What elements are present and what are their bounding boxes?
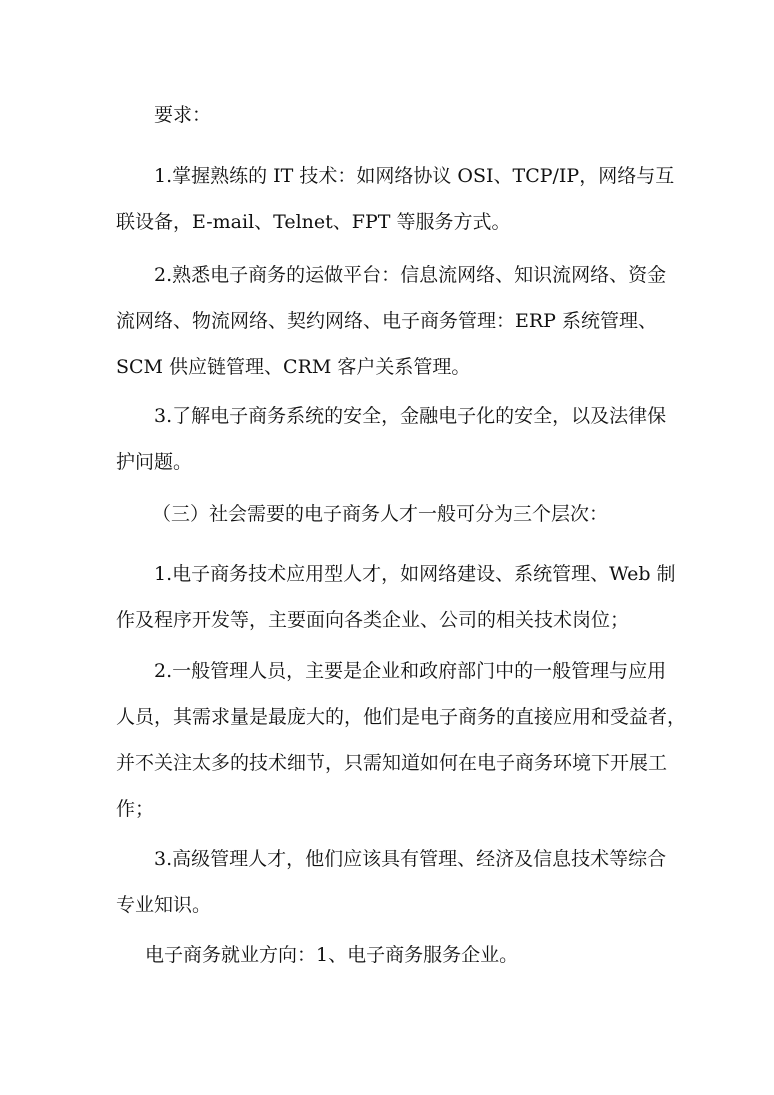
level-2-line-1: 2.一般管理人员，主要是企业和政府部门中的一般管理与应用 xyxy=(154,660,667,682)
section-heading xyxy=(116,491,664,537)
level-item-1 xyxy=(116,551,676,643)
requirement-2-line-3: SCM 供应链管理、CRM 客户关系管理。 xyxy=(116,356,471,378)
requirement-1-line-1: 1.掌握熟练的 IT 技术：如网络协议 OSI、TCP/IP，网络与互 xyxy=(154,165,675,187)
requirement-2-line-2: 流网络、物流网络、契约网络、电子商务管理：ERP 系统管理、 xyxy=(116,310,658,332)
requirement-3-line-2: 护问题。 xyxy=(116,451,193,473)
level-item-2 xyxy=(116,648,687,832)
level-2-line-3: 并不关注太多的技术细节，只需知道如何在电子商务环境下开展工 xyxy=(116,752,668,774)
section-heading-text: （三）社会需要的电子商务人才一般可分为三个层次： xyxy=(152,503,609,525)
level-2-line-2: 人员，其需求量是最庞大的，他们是电子商务的直接应用和受益者， xyxy=(116,706,687,728)
requirement-3-line-1: 3.了解电子商务系统的安全，金融电子化的安全，以及法律保 xyxy=(154,405,667,427)
employment-direction-text: 电子商务就业方向：1、电子商务服务企业。 xyxy=(145,944,519,966)
level-2-line-4: 作； xyxy=(116,798,155,820)
requirement-item-2 xyxy=(116,252,667,390)
requirements-heading xyxy=(116,92,664,138)
requirement-2-line-1: 2.熟悉电子商务的运做平台：信息流网络、知识流网络、资金 xyxy=(154,264,667,286)
level-1-line-2: 作及程序开发等，主要面向各类企业、公司的相关技术岗位； xyxy=(116,609,630,631)
level-3-line-1: 3.高级管理人才，他们应该具有管理、经济及信息技术等综合 xyxy=(154,848,667,870)
level-3-line-2: 专业知识。 xyxy=(116,894,212,916)
level-1-line-1: 1.电子商务技术应用型人才，如网络建设、系统管理、Web 制 xyxy=(154,563,676,585)
employment-direction xyxy=(145,932,693,978)
level-item-3 xyxy=(116,836,667,928)
requirement-item-3 xyxy=(116,393,667,485)
requirement-item-1 xyxy=(116,153,675,245)
requirement-1-line-2: 联设备，E-mail、Telnet、FPT 等服务方式。 xyxy=(116,211,511,233)
requirements-heading-text: 要求： xyxy=(154,104,212,126)
